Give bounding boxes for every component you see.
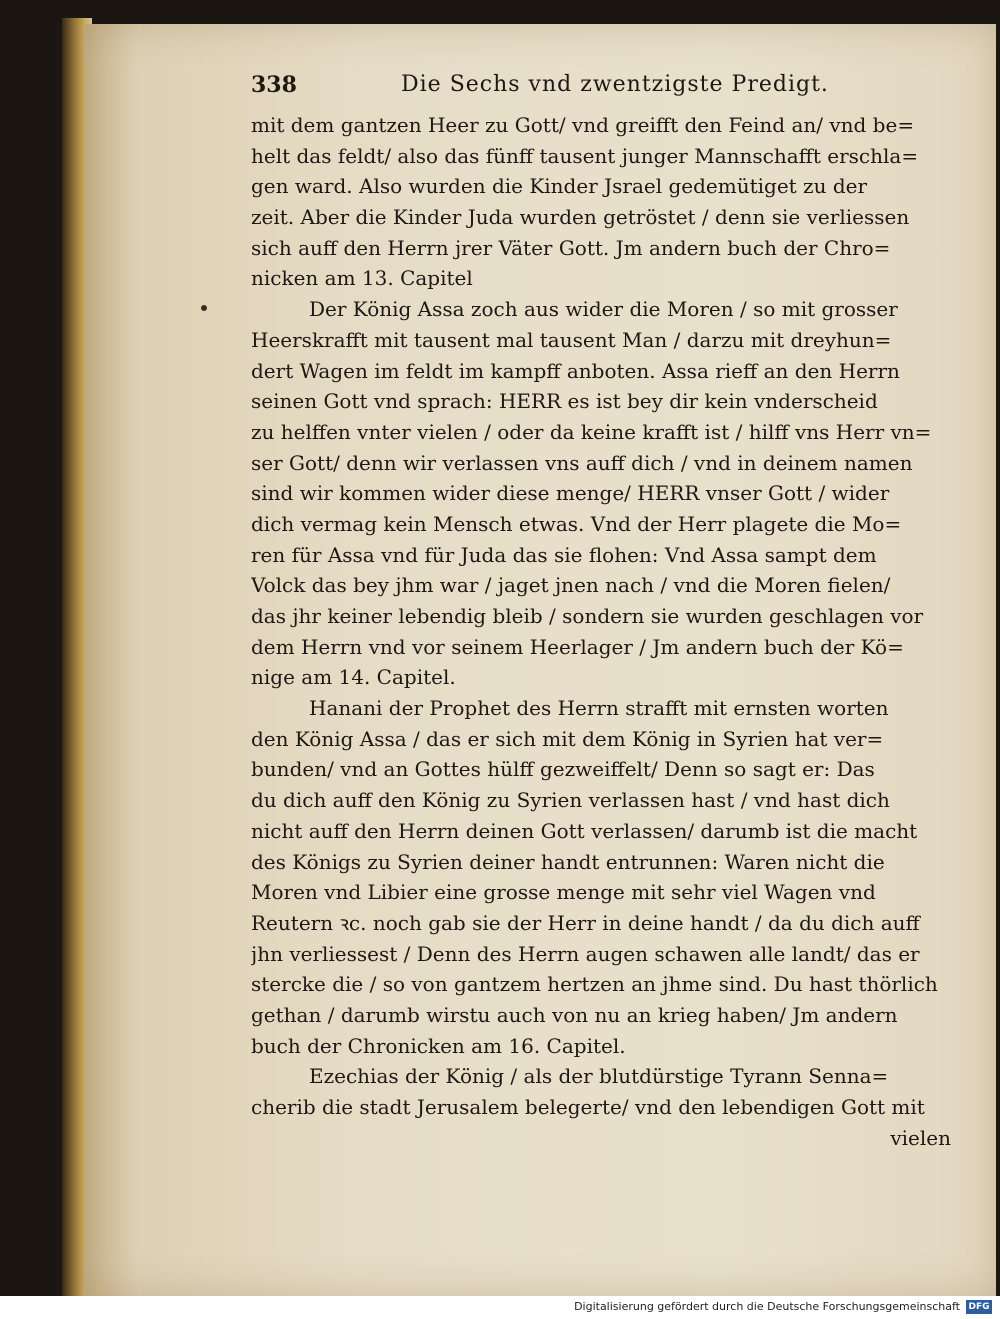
text-line: buch der Chronicken am 16. Capitel. [251, 1033, 626, 1058]
paragraph-start-line: Der König Assa zoch aus wider die Moren / so mit grosser [309, 297, 898, 322]
text-line: Heerskrafft mit tausent mal tausent Man / darzu mit dreyhun= [251, 327, 892, 352]
text-line: den König Assa / das er sich mit dem König in Syrien hat ver= [251, 726, 884, 751]
text-line: ser Gott/ denn wir verlassen vns auff dich / vnd in deinem namen [251, 450, 913, 475]
text-line: du dich auff den König zu Syrien verlassen hast / vnd hast dich [251, 788, 890, 813]
text-line: dert Wagen im feldt im kampff anboten. Assa rieff an den Herrn [251, 358, 900, 383]
digitization-footer [0, 1296, 1000, 1319]
body-text [251, 110, 951, 1153]
text-line: nige am 14. Capitel. [251, 665, 456, 690]
text-line: Volck das bey jhm war / jaget jnen nach / vnd die Moren fielen/ [251, 573, 891, 598]
text-line: Moren vnd Libier eine grosse menge mit sehr viel Wagen vnd [251, 880, 876, 905]
text-line: gethan / darumb wirstu auch von nu an krieg haben/ Jm andern [251, 1002, 898, 1027]
text-line: sich auff den Herrn jrer Väter Gott. Jm andern buch der Chro= [251, 235, 891, 260]
paragraph-start-line: Ezechias der König / als der blutdürstige Tyrann Senna= [309, 1064, 889, 1089]
text-line: sind wir kommen wider diese menge/ HERR vnser Gott / wider [251, 481, 890, 506]
text-line: zu helffen vnter vielen / oder da keine krafft ist / hilff vns Herr vn= [251, 419, 932, 444]
dfg-logo: DFG [966, 1300, 992, 1314]
text-line: stercke die / so von gantzem hertzen an jhme sind. Du hast thörlich [251, 972, 938, 997]
text-line: zeit. Aber die Kinder Juda wurden getröstet / denn sie verliessen [251, 205, 910, 230]
page-header [251, 72, 951, 102]
text-line: jhn verliessest / Denn des Herrn augen schawen alle landt/ das er [251, 941, 920, 966]
catchword: vielen [890, 1125, 951, 1150]
text-line: Reutern ꝛc. noch gab sie der Herr in deine handt / da du dich auff [251, 910, 920, 935]
text-line: cherib die stadt Jerusalem belegerte/ vnd den lebendigen Gott mit [251, 1095, 925, 1119]
page-number: 338 [251, 72, 297, 98]
text-line: nicht auff den Herrn deinen Gott verlassen/ darumb ist die macht [251, 818, 918, 843]
text-line: ren für Assa vnd für Juda das sie flohen: Vnd Assa sampt dem [251, 542, 877, 567]
text-line: helt das feldt/ also das fünff tausent junger Mannschafft erschla= [251, 143, 919, 168]
text-line: das jhr keiner lebendig bleib / sondern sie wurden geschlagen vor [251, 604, 924, 628]
text-line: des Königs zu Syrien deiner handt entrunnen: Waren nicht die [251, 849, 885, 874]
text-line: gen ward. Also wurden die Kinder Jsrael gedemütiget zu der [251, 174, 868, 199]
text-line: nicken am 13. Capitel [251, 266, 473, 291]
text-line: dich vermag kein Mensch etwas. Vnd der Herr plagete die Mo= [251, 511, 902, 536]
text-line: dem Herrn vnd vor seinem Heerlager / Jm andern buch der Kö= [251, 634, 904, 659]
text-line: bunden/ vnd an Gottes hülff gezweiffelt/ Denn so sagt er: Das [251, 757, 875, 782]
funding-credit: Digitalisierung gefördert durch die Deutsche Forschungsgemeinschaft [574, 1300, 960, 1313]
text-line: seinen Gott vnd sprach: HERR es ist bey dir kein vnderscheid [251, 389, 878, 414]
margin-mark [201, 305, 207, 311]
paragraph-start-line: Hanani der Prophet des Herrn strafft mit ernsten worten [309, 696, 889, 721]
text-line: mit dem gantzen Heer zu Gott/ vnd greifft den Feind an/ vnd be= [251, 113, 915, 137]
running-title: Die Sechs vnd zwentzigste Predigt. [401, 72, 829, 97]
